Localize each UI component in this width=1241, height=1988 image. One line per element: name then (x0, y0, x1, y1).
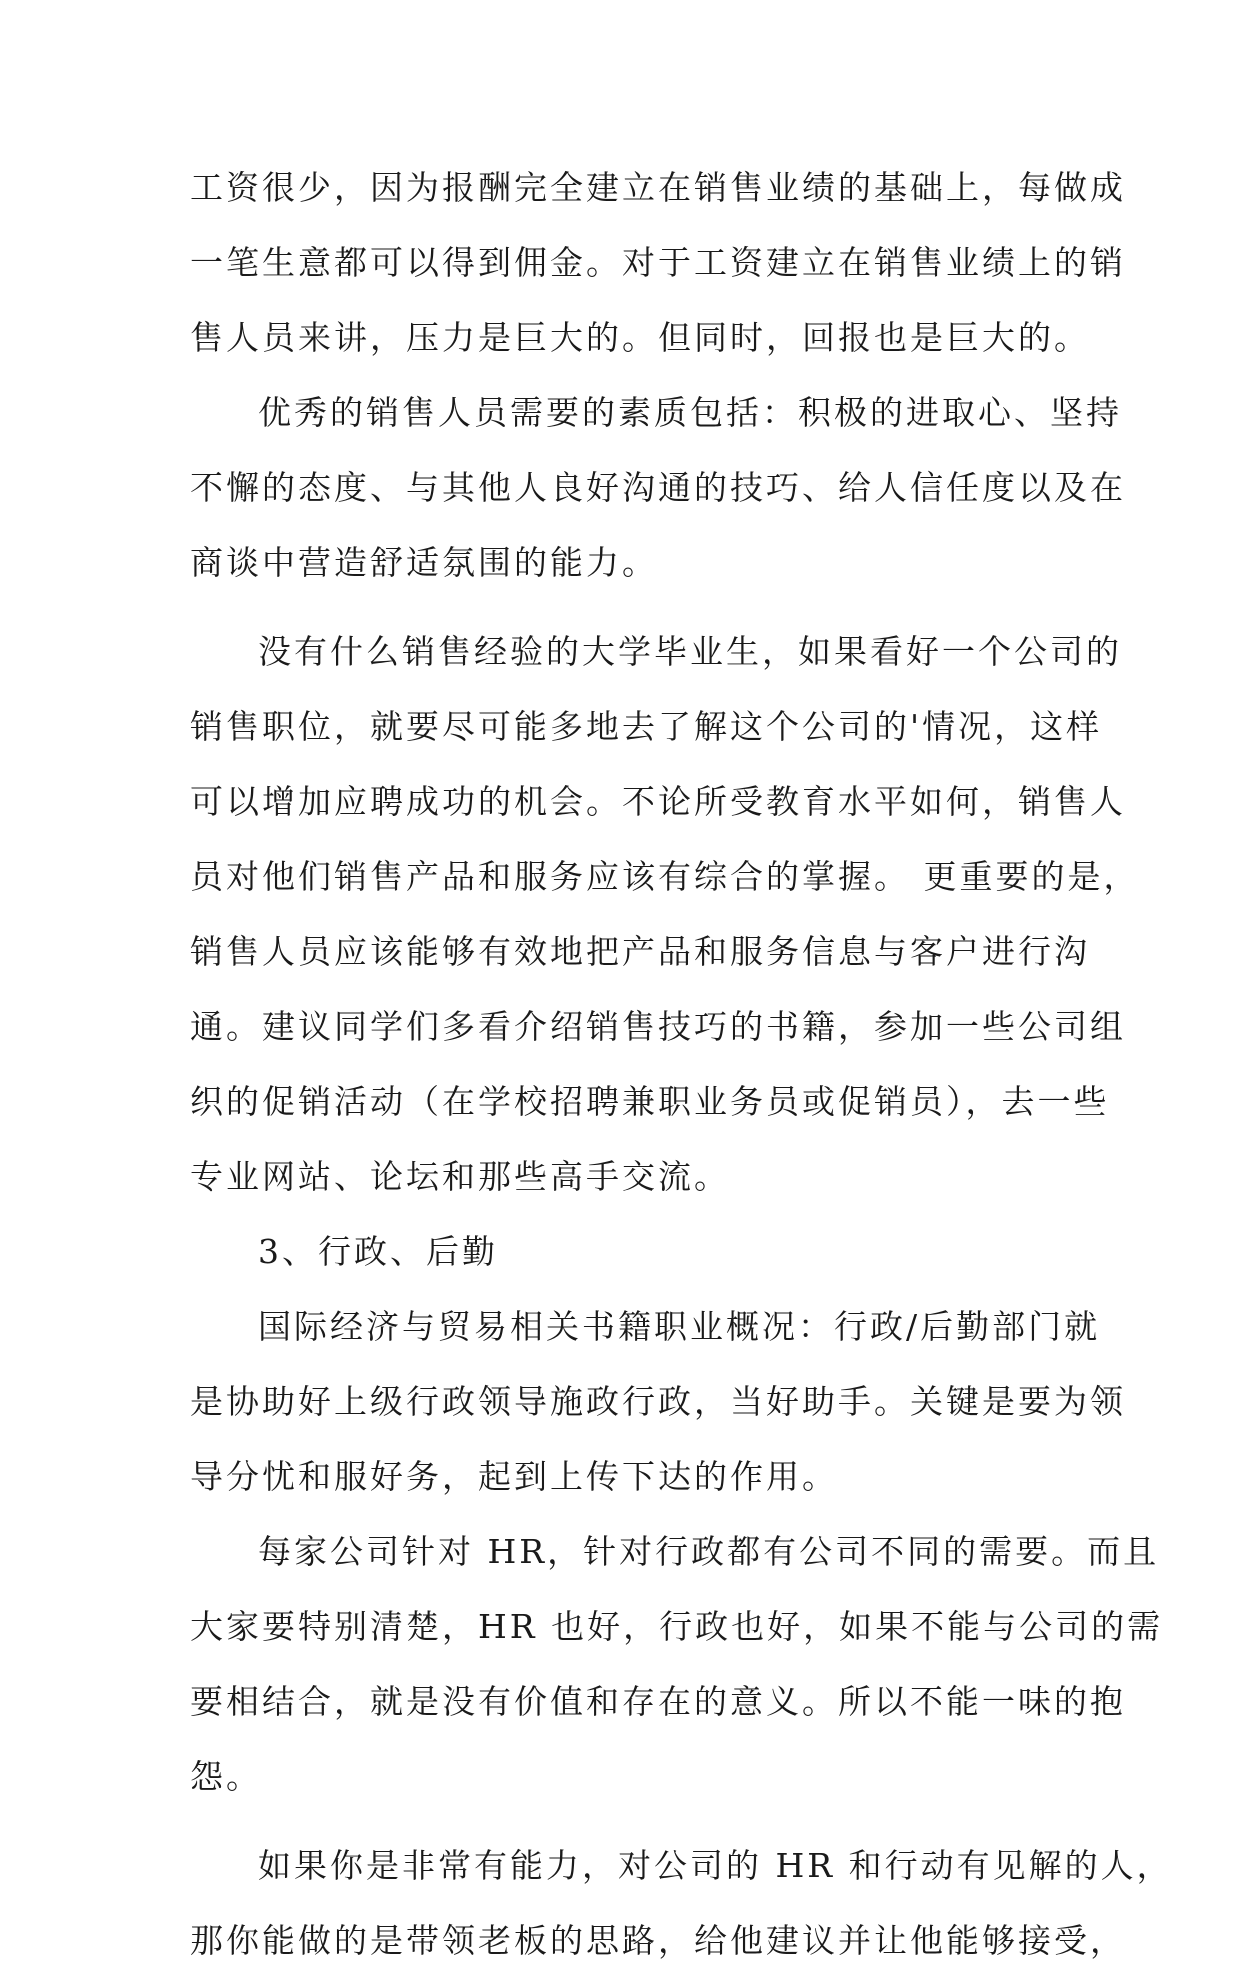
text-line: 不懈的态度、与其他人良好沟通的技巧、给人信任度以及在 (190, 468, 1126, 507)
text-line: 怨。 (190, 1757, 262, 1796)
paragraph-start-line: 优秀的销售人员需要的素质包括：积极的进取心、坚持 (258, 393, 1122, 432)
text-line: 通。建议同学们多看介绍销售技巧的书籍，参加一些公司组 (190, 1007, 1126, 1046)
paragraph-start-line: 没有什么销售经验的大学毕业生，如果看好一个公司的 (258, 632, 1122, 671)
text-line: 销售职位，就要尽可能多地去了解这个公司的'情况，这样 (190, 707, 1103, 746)
text-line: 导分忧和服好务，起到上传下达的作用。 (190, 1457, 838, 1496)
text-line: 商谈中营造舒适氛围的能力。 (190, 543, 658, 582)
text-line: 大家要特别清楚，HR 也好，行政也好，如果不能与公司的需 (190, 1607, 1164, 1646)
text-line: 织的促销活动（在学校招聘兼职业务员或促销员），去一些 (190, 1082, 1110, 1121)
text-line: 售人员来讲，压力是巨大的。但同时，回报也是巨大的。 (190, 318, 1090, 357)
text-line: 一笔生意都可以得到佣金。对于工资建立在销售业绩上的销 (190, 243, 1126, 282)
text-line: 专业网站、论坛和那些高手交流。 (190, 1157, 730, 1196)
body-text (190, 160, 1173, 1988)
text-line: 可以增加应聘成功的机会。不论所受教育水平如何，销售人 (190, 782, 1126, 821)
text-line: 员对他们销售产品和服务应该有综合的掌握。 更重要的是， (190, 857, 1140, 896)
paragraph-start-line: 国际经济与贸易相关书籍职业概况：行政/后勤部门就 (258, 1307, 1101, 1346)
text-line: 工资很少，因为报酬完全建立在销售业绩的基础上，每做成 (190, 168, 1126, 207)
text-line: 销售人员应该能够有效地把产品和服务信息与客户进行沟 (190, 932, 1090, 971)
section-heading: 3、行政、后勤 (258, 1232, 498, 1271)
text-line: 要相结合，就是没有价值和存在的意义。所以不能一味的抱 (190, 1682, 1126, 1721)
paragraph-start-line: 如果你是非常有能力，对公司的 HR 和行动有见解的人， (258, 1846, 1173, 1885)
text-line: 那你能做的是带领老板的思路，给他建议并让他能够接受， (190, 1921, 1126, 1960)
text-line: 是协助好上级行政领导施政行政，当好助手。关键是要为领 (190, 1382, 1126, 1421)
paragraph-start-line: 每家公司针对 HR，针对行政都有公司不同的需要。而且 (258, 1532, 1160, 1571)
